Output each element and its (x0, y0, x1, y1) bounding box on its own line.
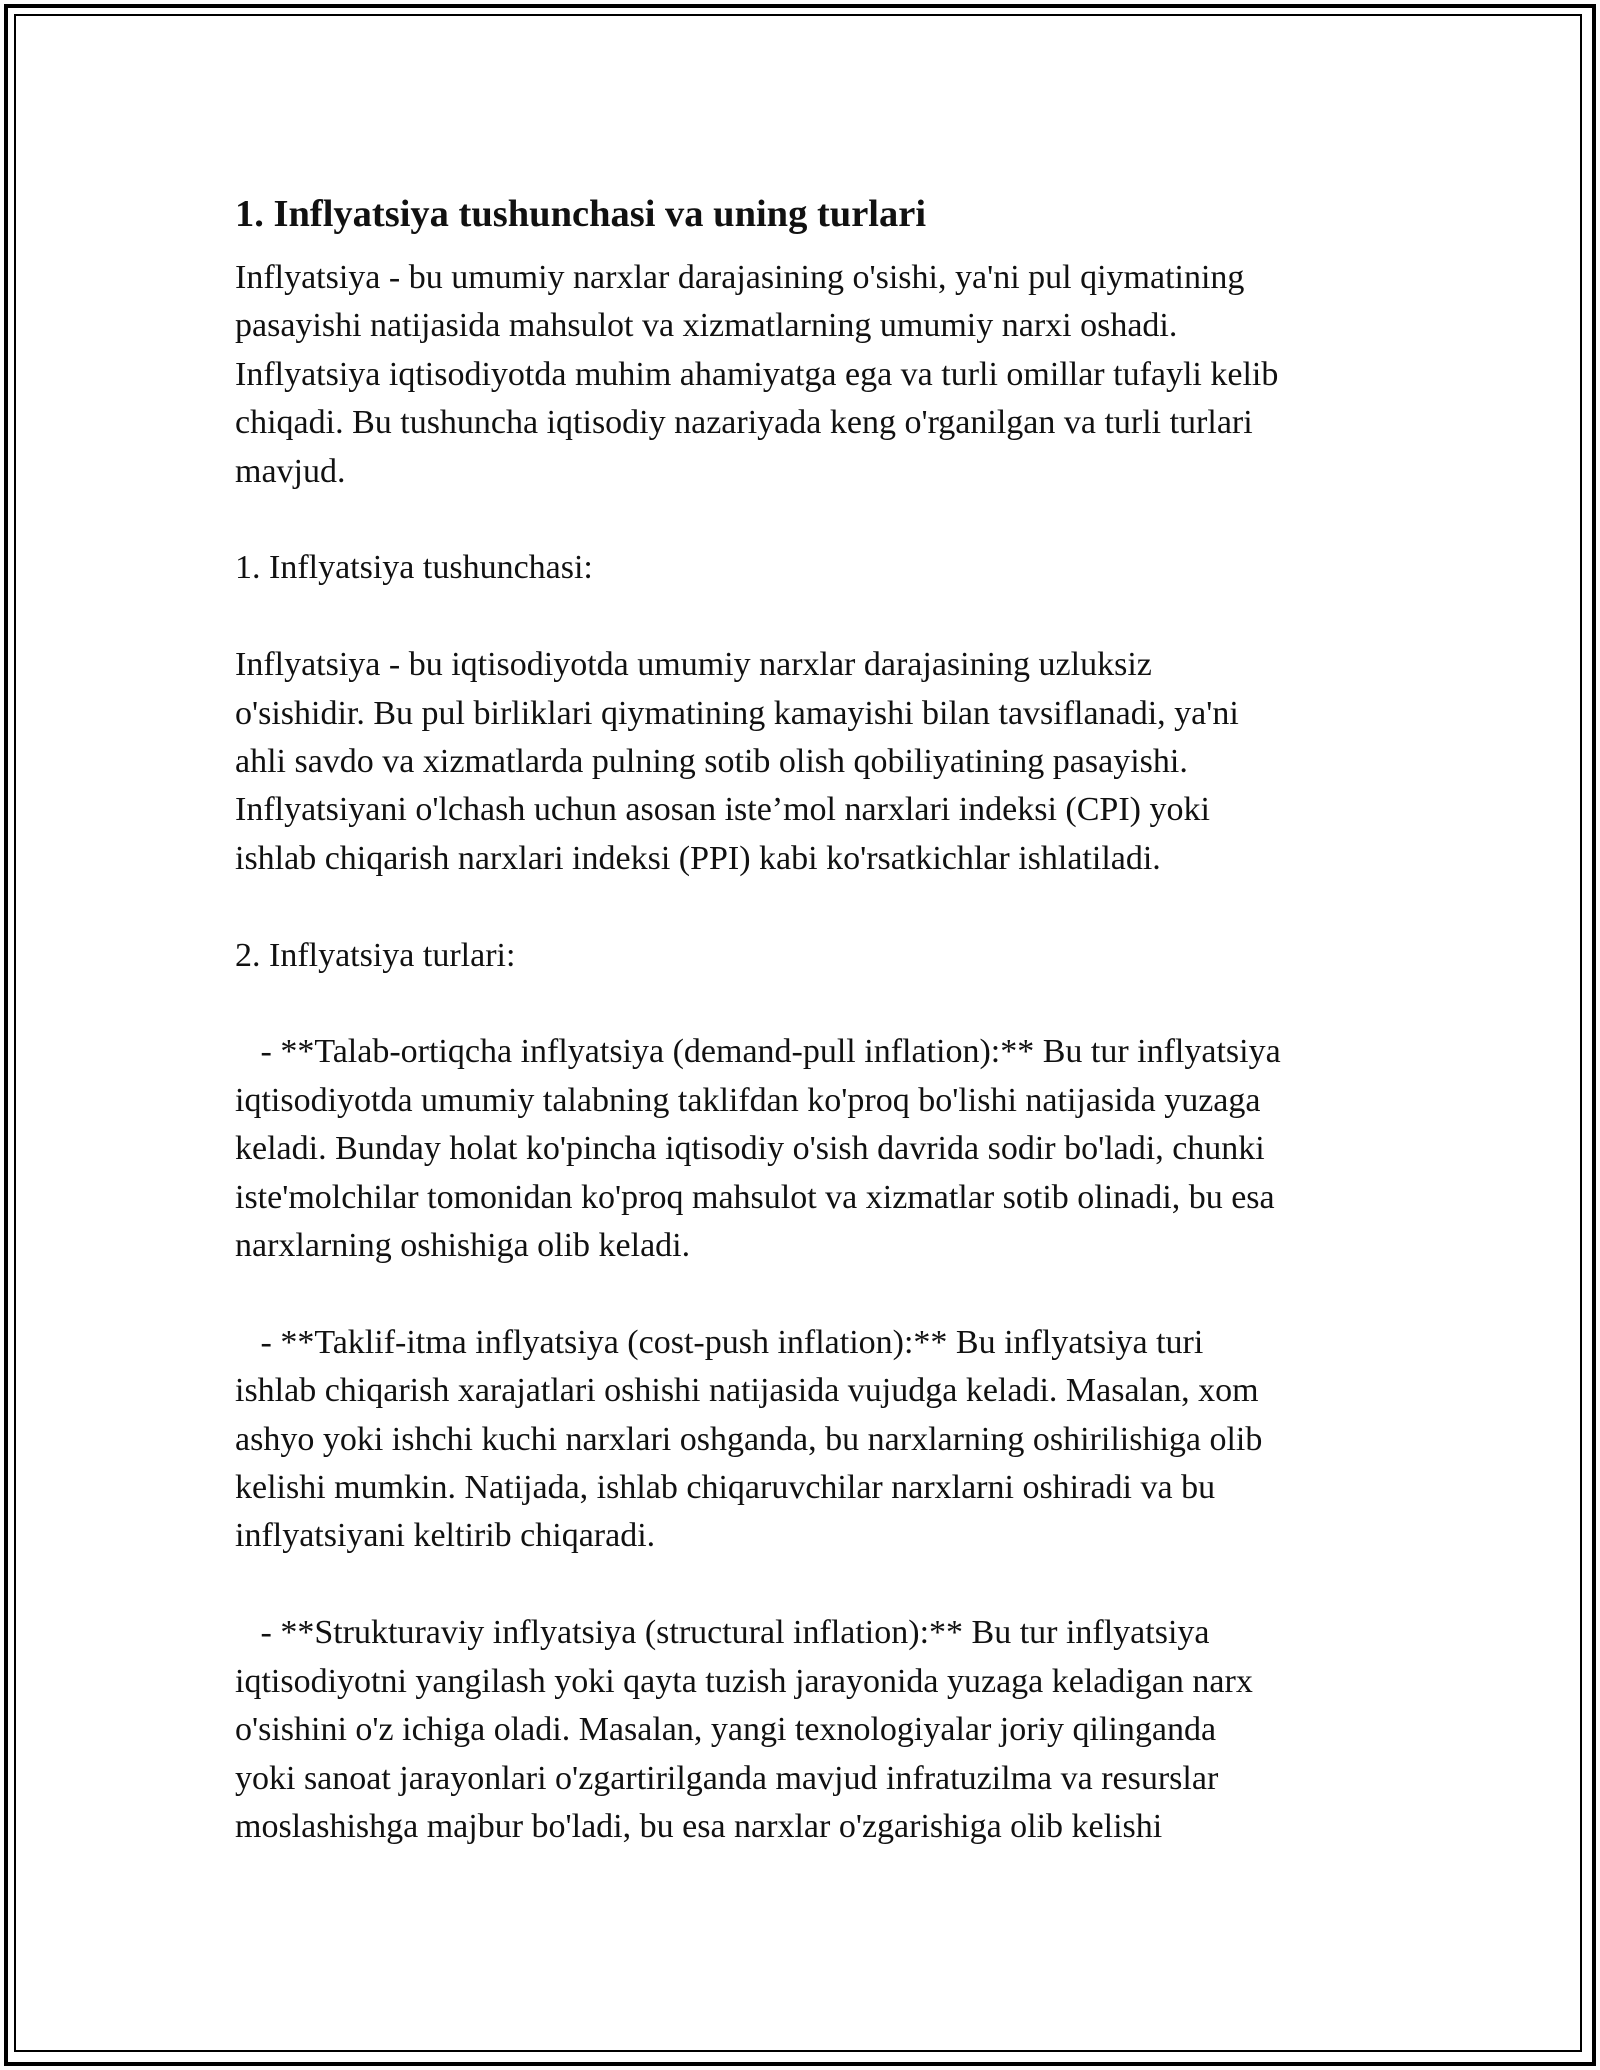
text-line: ahli savdo va xizmatlarda pulning sotib olish qobiliyatining pasayishi. (235, 743, 1188, 781)
cost-push-paragraph (235, 1319, 1370, 1561)
text-line: - **Talab-ortiqcha inflyatsiya (demand-pull inflation):** Bu tur inflyatsiya (235, 1033, 1281, 1071)
spacer (235, 1561, 1370, 1609)
text-line: iste'molchilar tomonidan ko'proq mahsulot va xizmatlar sotib olinadi, bu esa (235, 1178, 1275, 1216)
text-line: iqtisodiyotda umumiy talabning taklifdan ko'proq bo'lishi natijasida yuzaga (235, 1081, 1261, 1119)
spacer (235, 883, 1370, 931)
text-line: o'sishidir. Bu pul birliklari qiymatining kamayishi bilan tavsiflanadi, ya'ni (235, 694, 1239, 732)
text-line: yoki sanoat jarayonlari o'zgartirilganda mavjud infratuzilma va resurslar (235, 1759, 1219, 1797)
spacer (235, 593, 1370, 641)
text-line: Inflyatsiya iqtisodiyotda muhim ahamiyatga ega va turli omillar tufayli kelib (235, 355, 1279, 393)
concept-paragraph (235, 641, 1370, 883)
document-title: 1. Inflyatsiya tushunchasi va uning turlari (235, 193, 927, 235)
text-line: - **Taklif-itma inflyatsiya (cost-push inflation):** Bu inflyatsiya turi (235, 1323, 1204, 1361)
document-page (235, 182, 1370, 1851)
structural-paragraph (235, 1609, 1370, 1851)
text-line: inflyatsiyani keltirib chiqaradi. (235, 1517, 656, 1555)
section-heading-concept: 1. Inflyatsiya tushunchasi: (235, 549, 593, 587)
text-line: mavjud. (235, 452, 346, 490)
spacer (235, 980, 1370, 1028)
spacer (235, 496, 1370, 544)
section-heading-types: 2. Inflyatsiya turlari: (235, 936, 516, 974)
text-line: Inflyatsiyani o'lchash uchun asosan iste’mol narxlari indeksi (CPI) yoki (235, 791, 1210, 829)
text-line: o'sishini o'z ichiga oladi. Masalan, yangi texnologiyalar joriy qilinganda (235, 1711, 1217, 1749)
text-line: ashyo yoki ishchi kuchi narxlari oshganda, bu narxlarning oshirilishiga olib (235, 1420, 1263, 1458)
demand-pull-paragraph (235, 1028, 1370, 1270)
text-line: iqtisodiyotni yangilash yoki qayta tuzish jarayonida yuzaga keladigan narx (235, 1662, 1253, 1700)
text-line: chiqadi. Bu tushuncha iqtisodiy nazariyada keng o'rganilgan va turli turlari (235, 404, 1253, 442)
text-line: ishlab chiqarish xarajatlari oshishi natijasida vujudga keladi. Masalan, xom (235, 1372, 1259, 1410)
text-line: - **Strukturaviy inflyatsiya (structural inflation):** Bu tur inflyatsiya (235, 1614, 1210, 1652)
text-line: kelishi mumkin. Natijada, ishlab chiqaruvchilar narxlarni oshiradi va bu (235, 1469, 1216, 1507)
text-line: Inflyatsiya - bu iqtisodiyotda umumiy narxlar darajasining uzluksiz (235, 646, 1152, 684)
spacer (235, 1270, 1370, 1318)
intro-paragraph (235, 254, 1370, 496)
text-line: pasayishi natijasida mahsulot va xizmatlarning umumiy narxi oshadi. (235, 307, 1178, 345)
text-line: keladi. Bunday holat ko'pincha iqtisodiy o'sish davrida sodir bo'ladi, chunki (235, 1130, 1265, 1168)
text-line: narxlarning oshishiga olib keladi. (235, 1227, 691, 1265)
text-line: ishlab chiqarish narxlari indeksi (PPI) kabi ko'rsatkichlar ishlatiladi. (235, 839, 1161, 877)
text-line: moslashishga majbur bo'ladi, bu esa narxlar o'zgarishiga olib kelishi (235, 1807, 1163, 1845)
text-line: Inflyatsiya - bu umumiy narxlar darajasining o'sishi, ya'ni pul qiymatining (235, 259, 1245, 296)
